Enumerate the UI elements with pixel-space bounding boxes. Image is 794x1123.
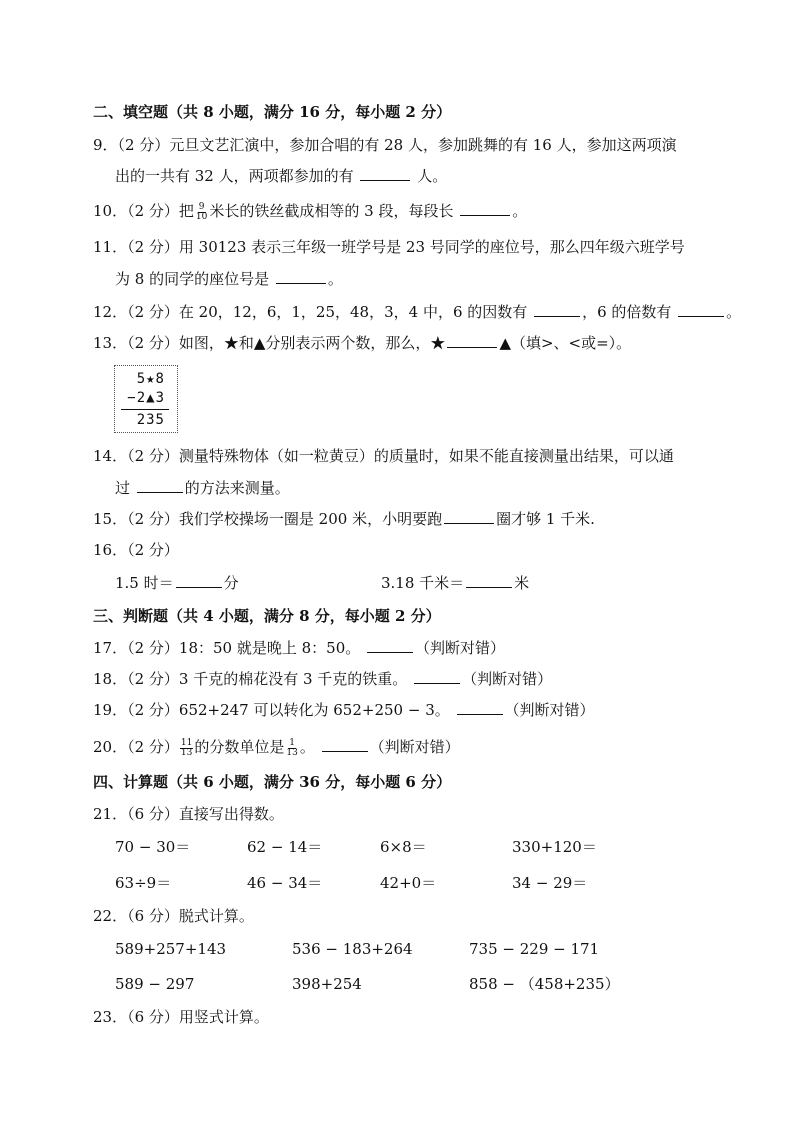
question-15-text-b: 圈才够 1 千米. bbox=[496, 510, 595, 528]
question-16-text-b1: 3.18 千米＝ bbox=[381, 574, 465, 592]
question-11-text-b: 。 bbox=[327, 270, 343, 288]
question-14-text-a: 过 bbox=[115, 479, 131, 497]
figure-row-subtrahend: −2▲3 bbox=[127, 390, 165, 406]
question-13 bbox=[93, 333, 631, 353]
question-9-line-1: 9．（2 分）元旦文艺汇演中，参加合唱的有 28 人，参加跳舞的有 16 人，参加这两项演 bbox=[93, 136, 677, 154]
fraction-denominator: 13 bbox=[286, 747, 298, 758]
question-16-head: 16．（2 分） bbox=[93, 541, 179, 559]
step-calc-item: 858 − （458+235） bbox=[469, 975, 620, 993]
question-20 bbox=[93, 737, 460, 758]
question-17-text-b: （判断对错） bbox=[415, 639, 506, 657]
question-18 bbox=[93, 669, 552, 689]
question-23-head: 23．（6 分）用竖式计算。 bbox=[93, 1008, 269, 1026]
answer-blank[interactable] bbox=[276, 282, 326, 284]
mental-math-item: 6×8＝ bbox=[380, 838, 427, 856]
question-18-text-a: 18．（2 分）3 千克的棉花没有 3 千克的铁重。 bbox=[93, 670, 408, 688]
fraction bbox=[285, 739, 298, 758]
question-21-head: 21．（6 分）直接写出得数。 bbox=[93, 805, 284, 823]
question-22-head: 22．（6 分）脱式计算。 bbox=[93, 907, 254, 925]
mental-math-item: 46 − 34＝ bbox=[247, 874, 323, 892]
section-fill-blank-title: 二、填空题（共 8 小题，满分 16 分，每小题 2 分） bbox=[93, 103, 452, 121]
question-16-text-b2: 米 bbox=[514, 574, 530, 592]
question-9-text-b: 人。 bbox=[417, 167, 448, 185]
mental-math-item: 330+120＝ bbox=[512, 838, 597, 856]
answer-blank[interactable] bbox=[678, 315, 724, 317]
question-20-text-c: 。 bbox=[299, 738, 315, 756]
question-15-text-a: 15．（2 分）我们学校操场一圈是 200 米，小明要跑 bbox=[93, 510, 443, 528]
question-12-text-c: 。 bbox=[726, 303, 742, 321]
question-14-line-2 bbox=[115, 478, 290, 498]
question-12 bbox=[93, 302, 741, 322]
answer-blank[interactable] bbox=[176, 586, 222, 588]
vertical-subtraction-figure bbox=[114, 365, 178, 433]
question-10-text-a: 10．（2 分）把 bbox=[93, 202, 194, 220]
answer-blank[interactable] bbox=[444, 522, 494, 524]
question-16-part-b bbox=[381, 573, 529, 593]
figure-rule bbox=[121, 409, 169, 410]
mental-math-item: 63÷9＝ bbox=[115, 874, 172, 892]
question-15 bbox=[93, 509, 595, 529]
question-11-text-a: 为 8 的同学的座位号是 bbox=[115, 270, 270, 288]
question-10-text-c: 。 bbox=[512, 202, 528, 220]
step-calc-item: 589+257+143 bbox=[115, 940, 227, 958]
answer-blank[interactable] bbox=[460, 214, 510, 216]
question-17 bbox=[93, 638, 505, 658]
question-19 bbox=[93, 700, 595, 720]
question-16-text-a1: 1.5 时＝ bbox=[115, 574, 174, 592]
answer-blank[interactable] bbox=[466, 586, 512, 588]
question-20-text-d: （判断对错） bbox=[369, 738, 460, 756]
question-19-text-a: 19．（2 分）652+247 可以转化为 652+250 − 3。 bbox=[93, 701, 450, 719]
figure-row-minuend: 5★8 bbox=[136, 371, 165, 387]
question-11-line-1: 11．（2 分）用 30123 表示三年级一班学号是 23 号同学的座位号，那么四年级六班学号 bbox=[93, 238, 685, 256]
question-17-text-a: 17．（2 分）18：50 就是晚上 8：50。 bbox=[93, 639, 361, 657]
answer-blank[interactable] bbox=[322, 750, 368, 752]
question-12-text-a: 12．（2 分）在 20，12，6，1，25，48，3，4 中，6 的因数有 bbox=[93, 303, 528, 321]
fraction bbox=[180, 739, 193, 758]
answer-blank[interactable] bbox=[457, 713, 503, 715]
answer-blank[interactable] bbox=[367, 651, 413, 653]
question-12-text-b: ，6 的倍数有 bbox=[582, 303, 672, 321]
mental-math-item: 62 − 14＝ bbox=[247, 838, 323, 856]
fraction-numerator: 1 bbox=[289, 737, 295, 748]
step-calc-item: 536 − 183+264 bbox=[292, 940, 413, 958]
fraction-denominator: 10 bbox=[195, 211, 208, 222]
fraction-denominator: 13 bbox=[180, 747, 193, 758]
question-10 bbox=[93, 201, 527, 222]
question-10-text-b: 米长的铁丝截成相等的 3 段，每段长 bbox=[209, 202, 454, 220]
question-14-line-1: 14．（2 分）测量特殊物体（如一粒黄豆）的质量时，如果不能直接测量出结果，可以通 bbox=[93, 447, 674, 465]
step-calc-item: 589 − 297 bbox=[115, 975, 195, 993]
question-18-text-b: （判断对错） bbox=[462, 670, 553, 688]
question-11-line-2 bbox=[115, 269, 343, 289]
step-calc-item: 735 − 229 − 171 bbox=[469, 940, 600, 958]
figure-row-result: 235 bbox=[136, 412, 165, 428]
answer-blank[interactable] bbox=[414, 682, 460, 684]
question-9-text-a: 出的一共有 32 人，两项都参加的有 bbox=[115, 167, 354, 185]
section-judgement-title: 三、判断题（共 4 小题，满分 8 分，每小题 2 分） bbox=[93, 607, 441, 625]
question-16-part-a bbox=[115, 573, 239, 593]
fraction-numerator: 11 bbox=[180, 737, 193, 748]
question-13-text-b: ▲（填>、<或=）。 bbox=[499, 334, 632, 352]
question-20-text-b: 的分数单位是 bbox=[194, 738, 285, 756]
answer-blank[interactable] bbox=[534, 315, 580, 317]
fraction bbox=[195, 203, 208, 222]
answer-blank[interactable] bbox=[137, 491, 183, 493]
question-16-text-a2: 分 bbox=[223, 574, 239, 592]
answer-blank[interactable] bbox=[360, 179, 410, 181]
section-calculation-title: 四、计算题（共 6 小题，满分 36 分，每小题 6 分） bbox=[93, 773, 452, 791]
question-9-line-2 bbox=[115, 166, 447, 186]
mental-math-item: 42+0＝ bbox=[380, 874, 437, 892]
question-20-text-a: 20．（2 分） bbox=[93, 738, 179, 756]
question-14-text-b: 的方法来测量。 bbox=[184, 479, 290, 497]
fraction-numerator: 9 bbox=[198, 201, 205, 212]
mental-math-item: 70 − 30＝ bbox=[115, 838, 191, 856]
question-13-text-a: 13．（2 分）如图，★和▲分别表示两个数，那么，★ bbox=[93, 334, 446, 352]
mental-math-item: 34 − 29＝ bbox=[512, 874, 588, 892]
answer-blank[interactable] bbox=[447, 346, 497, 348]
step-calc-item: 398+254 bbox=[292, 975, 362, 993]
question-19-text-b: （判断对错） bbox=[504, 701, 595, 719]
